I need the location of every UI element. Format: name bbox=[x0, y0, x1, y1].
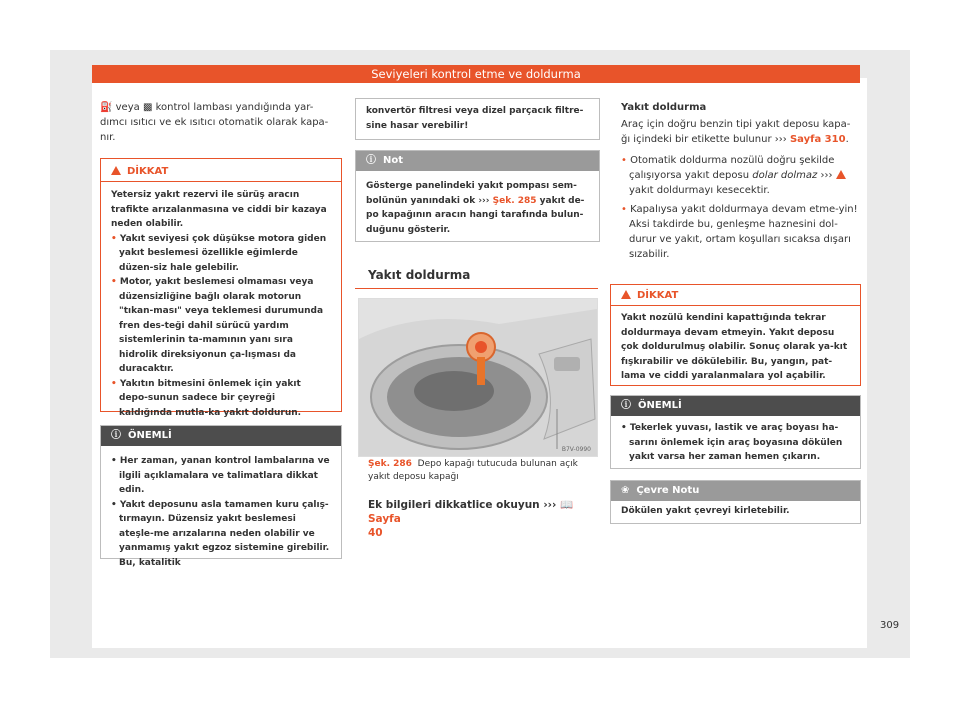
warning-title-left: DİKKAT bbox=[101, 159, 341, 181]
page-header: Seviyeleri kontrol etme ve doldurma bbox=[92, 65, 860, 83]
section-divider bbox=[355, 288, 598, 289]
leaf-icon: ❀ bbox=[621, 485, 637, 496]
figure-label: Şek. 286 bbox=[368, 459, 412, 469]
warning-body-left: Yetersiz yakıt rezervi ile sürüş aracın trafikte arızalanmasına ve ciddi bir kazaya neden olabilir. • Yakıt seviyesi çok düşükse motora giden yakıt beslemesi özellikle eğimlerde düzen-siz hale gelebilir. • Motor, yakıt beslemesi olmaması veya düzensizliğine bağlı olarak motorun "tıkan-ması" veya teklemesi durumunda fren des-teği dahil sürücü yardım sistemlerinin ta-mamının yanı sıra hidrolik direksiyonun ça-lışması da duracaktır. • Yakıtın bitmesini önlemek için yakıt depo-sunun sadece bir çeyreği kaldığında mutla-ka yakıt doldurun. bbox=[101, 182, 341, 428]
warning-triangle-icon bbox=[836, 170, 846, 179]
env-note-body: Dökülen yakıt çevreyi kirletebilir. bbox=[621, 506, 790, 516]
note-body: Gösterge panelindeki yakıt pompası sem-bolünün yanındaki ok ››› Şek. 285 yakıt de-po kapağının aracın hangi tarafında bulun-duğunu gösterir. bbox=[366, 181, 585, 235]
warning-triangle-icon bbox=[621, 290, 631, 299]
important-header-right: ⓘ ÖNEMLİ bbox=[611, 396, 860, 416]
right-para1: Araç için doğru benzin tipi yakıt deposu kapa-ğı içindeki bir etikette bulunur ››› Sayfa 310. bbox=[621, 119, 851, 145]
heater-lamp-icon: ▩ bbox=[142, 102, 153, 113]
warning-box-right bbox=[610, 284, 861, 386]
note-box bbox=[355, 150, 600, 242]
right-column bbox=[621, 100, 859, 262]
left-column bbox=[100, 100, 340, 145]
fuel-cap-figure bbox=[358, 298, 598, 457]
page-ref-link[interactable]: Sayfa bbox=[368, 513, 401, 525]
intro-paragraph: ⛽ veya ▩ kontrol lambası yandığında yar- dımcı ısıtıcı ve ek ısıtıcı otomatik olarak kapa- nır. bbox=[100, 102, 329, 143]
note-header: ⓘ Not bbox=[356, 151, 599, 171]
env-note-header: ❀ Çevre Notu bbox=[611, 481, 860, 501]
important-box-right bbox=[610, 395, 861, 469]
warning-box-left bbox=[100, 158, 342, 418]
list-item: • Her zaman, yanan kontrol lambalarına ve ilgili açıklamalara ve talimatlara dikkat edin. bbox=[111, 456, 330, 495]
note-icon: ⓘ bbox=[366, 155, 383, 166]
info-circle-icon: ⓘ bbox=[621, 400, 638, 411]
list-item: • Yakıt seviyesi çok düşükse motora giden yakıt beslemesi özellikle eğimlerde düzen-siz hale gelebilir. bbox=[111, 233, 327, 273]
env-note-box bbox=[610, 480, 861, 524]
important-box-continued: konvertör filtresi veya dizel parçacık filtre-sine hasar verebilir! bbox=[355, 98, 600, 140]
fuel-lamp-icon: ⛽ bbox=[100, 102, 113, 113]
warning-triangle-icon bbox=[111, 166, 121, 175]
figure-code: B7V-0990 bbox=[561, 446, 591, 453]
warning-title-right: DİKKAT bbox=[611, 285, 860, 305]
list-item: • Yakıt deposunu asla tamamen kuru çalış-tırmayın. Düzensiz yakıt beslemesi ateşle-me arızalarına neden olabilir ve yanmamış yakıt egzoz sistemine girebilir. Bu, katalitik bbox=[111, 499, 330, 568]
extra-info: Ek bilgileri dikkatlice okuyun ››› 📖 Sayfa 40 bbox=[368, 499, 574, 539]
page-number: 309 bbox=[880, 620, 900, 631]
page-ref-link[interactable]: Sayfa 310 bbox=[789, 134, 846, 145]
section-title: Yakıt doldurma bbox=[368, 268, 471, 282]
important-body-right: • Tekerlek yuvası, lastik ve araç boyası ha-sarını önlemek için araç boyasına dökülen yakıt varsa her zaman hemen çıkarın. bbox=[621, 423, 843, 462]
important-header-left: ⓘ ÖNEMLİ bbox=[101, 426, 341, 446]
figure-ref-link[interactable]: Şek. 285 bbox=[492, 195, 537, 206]
figure-caption: Şek. 286 Depo kapağı tutucuda bulunan açık yakıt deposu kapağı bbox=[368, 459, 578, 482]
warning-body-right: Yakıt nozülü kendini kapattığında tekrar doldurmaya devam etmeyin. Yakıt deposu çok doldurulmuş olabilir. Sonuç olarak ya-kıt fışkırabilir ve dökülebilir. Bu, yangın, pat-lama ve ciddi yaralanmalara yol açabilir. bbox=[621, 313, 848, 381]
important-body-left bbox=[101, 446, 341, 578]
important-box-left bbox=[100, 425, 342, 568]
right-title: Yakıt doldurma bbox=[621, 102, 707, 113]
info-circle-icon: ⓘ bbox=[111, 430, 128, 441]
fuel-cap-illustration bbox=[359, 299, 597, 456]
right-bullet-1: • Otomatik doldurma nozülü doğru şekilde çalışıyorsa yakıt deposu dolar dolmaz ››› yakıt doldurmayı kesecektir. bbox=[621, 153, 859, 198]
list-item: • Yakıtın bitmesini önlemek için yakıt depo-sunun sadece bir çeyreği kaldığında mutla-ka yakıt doldurun. bbox=[111, 378, 302, 418]
right-bullet-2: • Kapalıysa yakıt doldurmaya devam etme-yin! Aksi takdirde bu, genleşme haznesini dol-durur ve yakıt, ortam koşulları sıcaksa dışarı sızabilir. bbox=[621, 204, 858, 260]
list-item: • Motor, yakıt beslemesi olmaması veya düzensizliğine bağlı olarak motorun "tıkan-ması" veya teklemesi durumunda fren des-teği dahil sürücü yardım sistemlerinin ta-mamının yanı sıra hidrolik direksiyonun ça-lışması da duracaktır. bbox=[111, 277, 324, 374]
book-icon: 📖 bbox=[559, 499, 574, 511]
